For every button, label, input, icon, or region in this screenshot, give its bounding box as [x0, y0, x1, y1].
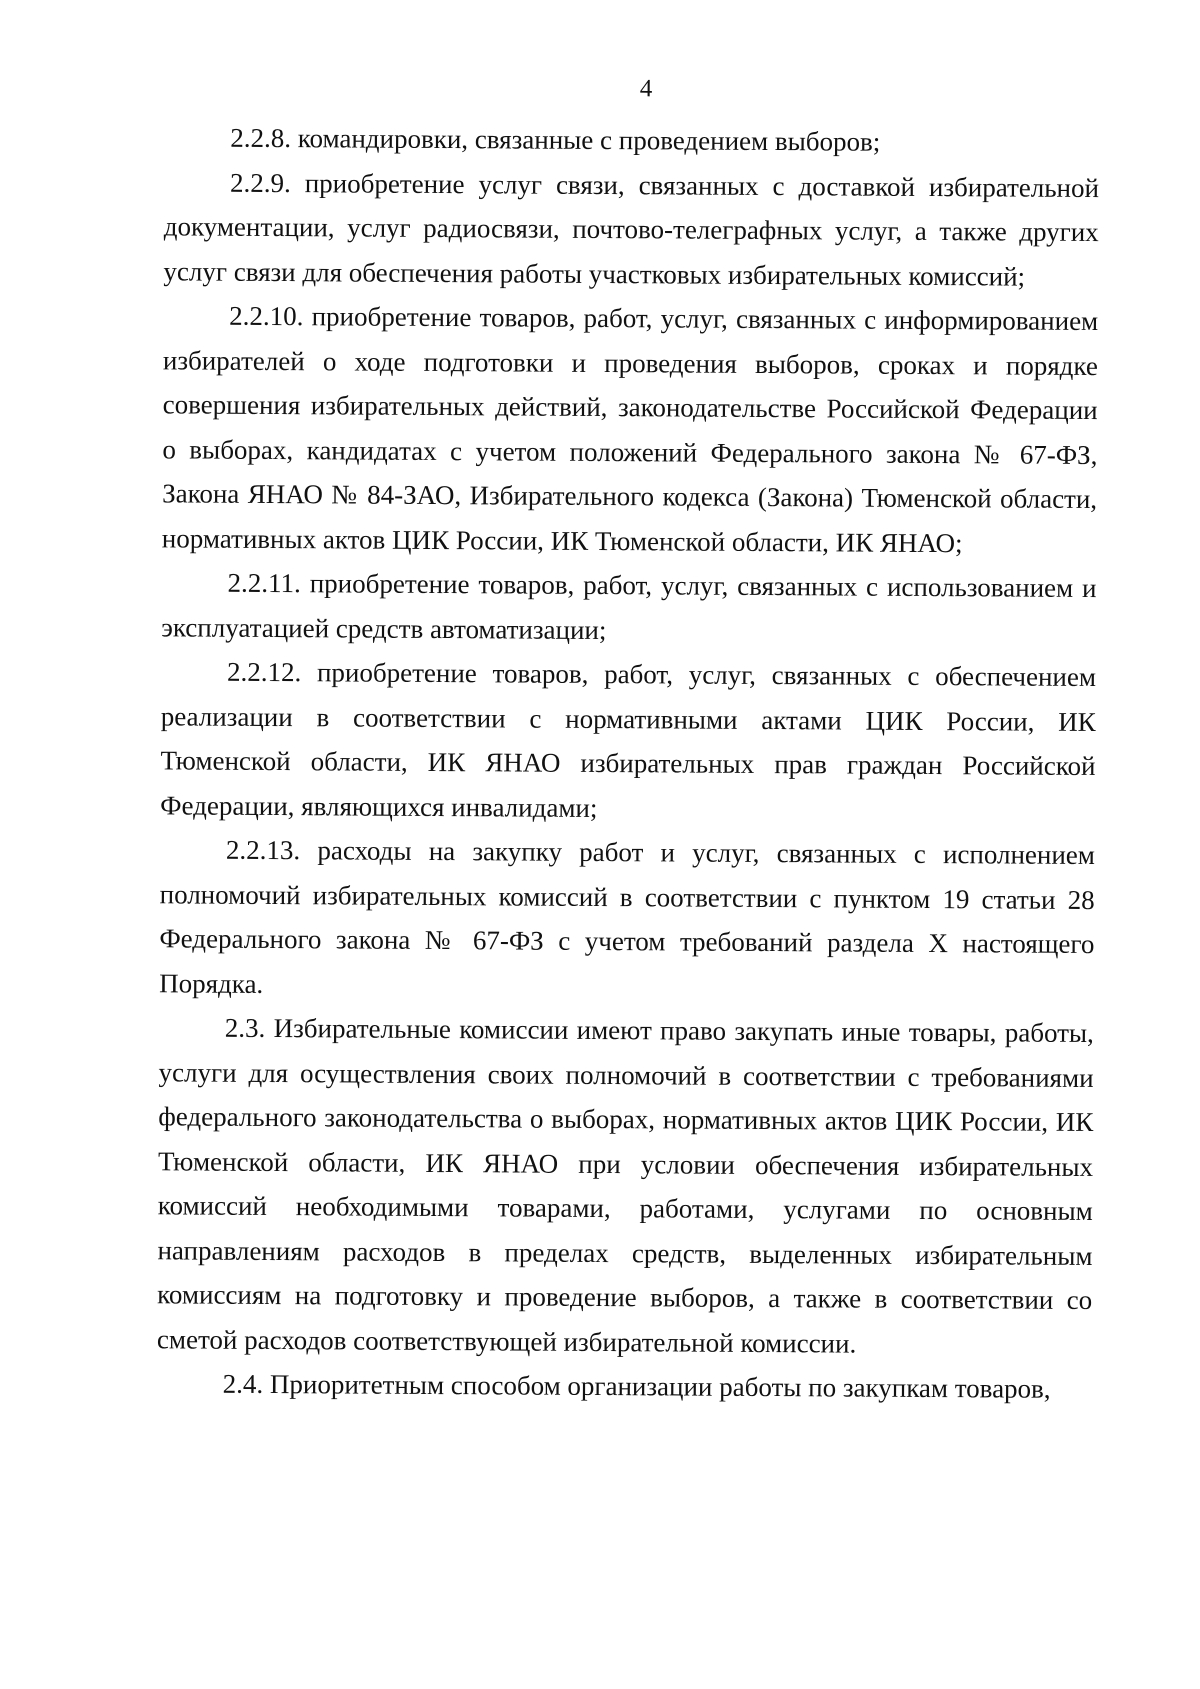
- paragraph-2-2-13: 2.2.13. расходы на закупку работ и услуг, связанных с исполнением полномочий избирательных комиссий в соответствии с пунктом 19 статьи 28 Федерального закона № 67-ФЗ с учетом требований раздела X настоящего Порядка.: [159, 834, 1096, 999]
- paragraph-2-2-10: 2.2.10. приобретение товаров, работ, услуг, связанных с информированием избирателей о ходе подготовки и проведения выборов, сроках и порядке совершения избирательных действий, законодательстве Российской Федерации о выборах, кандидатах с учетом положений Федерального закона № 67-ФЗ, Закона ЯНАО № 84-ЗАО, Избирательного кодекса (Закона) Тюменской области, нормативных актов ЦИК России, ИК Тюменской области, ИК ЯНАО;: [161, 300, 1099, 558]
- paragraph-2-2-8: 2.2.8. командировки, связанные с проведением выборов;: [230, 122, 881, 157]
- paragraph-2-2-11: 2.2.11. приобретение товаров, работ, услуг, связанных с использованием и эксплуатацией средств автоматизации;: [161, 567, 1097, 645]
- page-number: 4: [639, 75, 653, 103]
- paragraph-2-2-9: 2.2.9. приобретение услуг связи, связанных с доставкой избирательной документации, услуг радиосвязи, почтово-телеграфных услуг, а также других услуг связи для обеспечения работы участковых избирательных комиссий;: [163, 167, 1100, 292]
- paragraph-2-2-12: 2.2.12. приобретение товаров, работ, услуг, связанных с обеспечением реализации в соответствии с нормативными актами ЦИК России, ИК Тюменской области, ИК ЯНАО избирательных прав граждан Российской Федерации, являющихся инвалидами;: [160, 656, 1097, 823]
- paragraph-2-4: 2.4. Приоритетным способом организации работы по закупкам товаров,: [222, 1368, 1051, 1404]
- paragraph-2-3: 2.3. Избирательные комиссии имеют право закупать иные товары, работы, услуги для осуществления своих полномочий в соответствии с требованиями федерального законодательства о выборах, нормативных актов ЦИК России, ИК Тюменской области, ИК ЯНАО при условии обеспечения избирательных комиссий необходимыми товарами, работами, услугами по основным направлениям расходов в пределах средств, выделенных избирательным комиссиям на подготовку и проведение выборов, а также в соответствии со сметой расходов соответствующей избирательной комиссии.: [156, 1012, 1094, 1359]
